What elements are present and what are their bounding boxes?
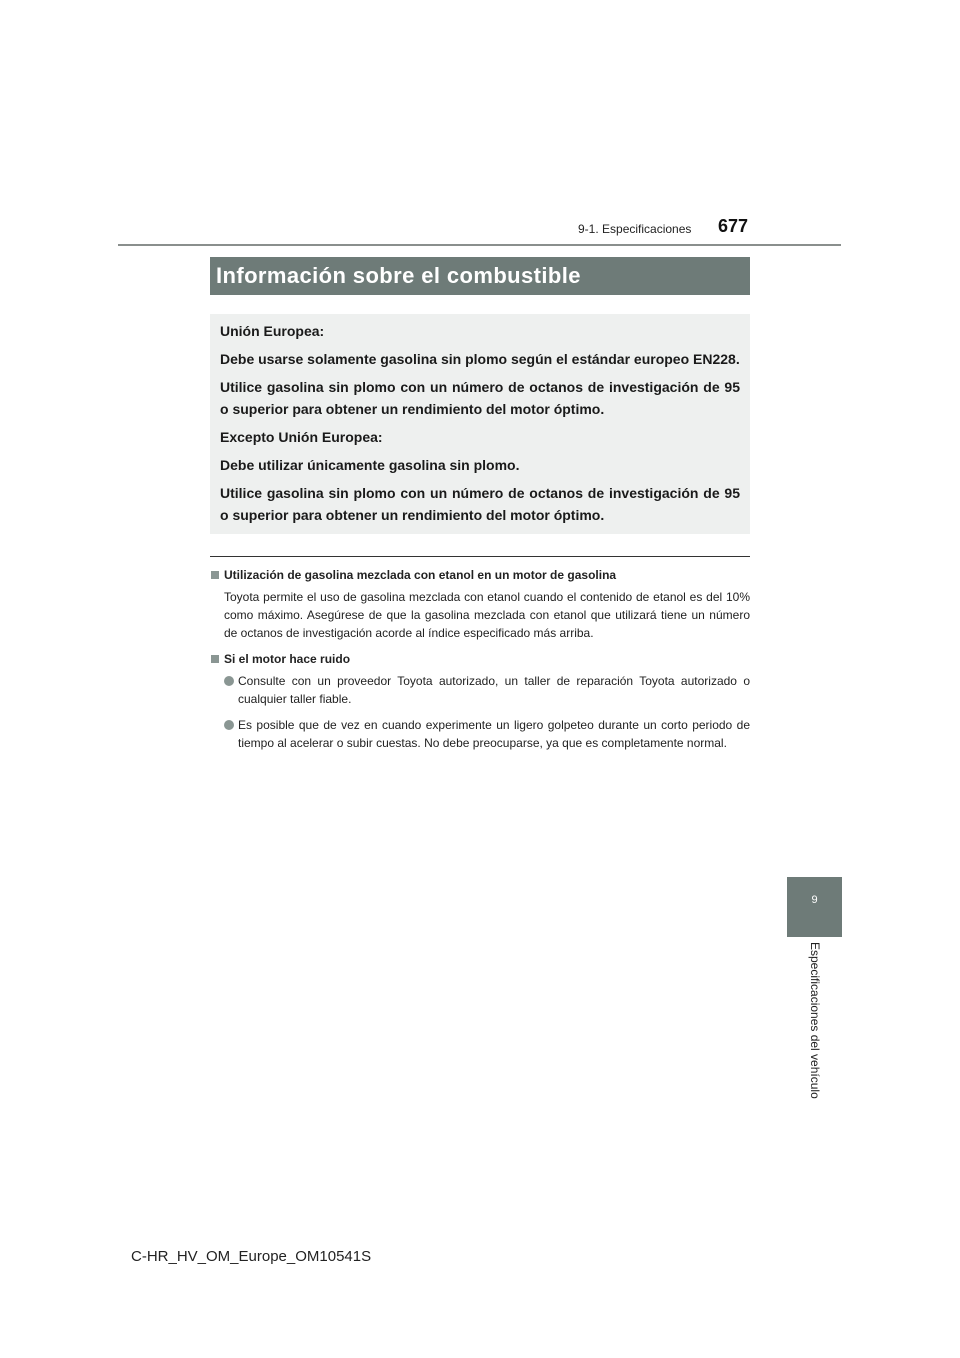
info-line-eu-heading: Unión Europea: [220, 323, 325, 339]
page-title: Información sobre el combustible [210, 257, 750, 295]
chapter-label [806, 942, 822, 1122]
fuel-info-box [210, 314, 750, 534]
list-item [210, 716, 750, 752]
section-rule [210, 556, 750, 557]
info-line-eu-octane: Utilice gasolina sin plomo con un número de octanos de investigación de 95 o superior para obtener un rendimiento del motor óptimo. [220, 379, 740, 417]
info-line-noneu-heading: Excepto Unión Europea: [220, 429, 383, 445]
note-engine-noise [210, 650, 750, 752]
chapter-label-text: Especificaciones del vehículo [808, 942, 822, 1099]
notes-section [210, 566, 750, 760]
list-item [210, 672, 750, 708]
header-rule [118, 244, 841, 246]
section-header: 9-1. Especificaciones [578, 222, 692, 236]
note-ethanol [210, 566, 750, 642]
circle-bullet-icon [224, 676, 234, 686]
info-line-eu-standard: Debe usarse solamente gasolina sin plomo según el estándar europeo EN228. [220, 351, 740, 367]
note-heading [210, 566, 750, 584]
note-heading-text: Si el motor hace ruido [224, 652, 351, 666]
square-bullet-icon [211, 655, 219, 663]
info-line-noneu-unleaded: Debe utilizar únicamente gasolina sin plomo. [220, 457, 520, 473]
document-footer: C-HR_HV_OM_Europe_OM10541S [131, 1248, 372, 1265]
square-bullet-icon [211, 571, 219, 579]
note-paragraph: Toyota permite el uso de gasolina mezclada con etanol cuando el contenido de etanol es del 10% como máximo. Asegúrese de que la gasolina mezclada con etanol que utilizará tiene un número de octanos de investigación acorde al índice especificado más arriba. [224, 590, 750, 640]
list-item-text: Es posible que de vez en cuando experimente un ligero golpeteo durante un corto periodo de tiempo al acelerar o subir cuestas. No debe preocuparse, ya que es completamente normal. [238, 718, 750, 750]
circle-bullet-icon [224, 720, 234, 730]
page-number: 677 [718, 216, 749, 236]
info-line-noneu-octane: Utilice gasolina sin plomo con un número de octanos de investigación de 95 o superior para obtener un rendimiento del motor óptimo. [220, 485, 740, 523]
list-item-text: Consulte con un proveedor Toyota autorizado, un taller de reparación Toyota autorizado o cualquier taller fiable. [238, 674, 750, 706]
note-heading [210, 650, 750, 668]
note-heading-text: Utilización de gasolina mezclada con etanol en un motor de gasolina [224, 568, 617, 582]
chapter-tab: 9 [787, 877, 842, 937]
